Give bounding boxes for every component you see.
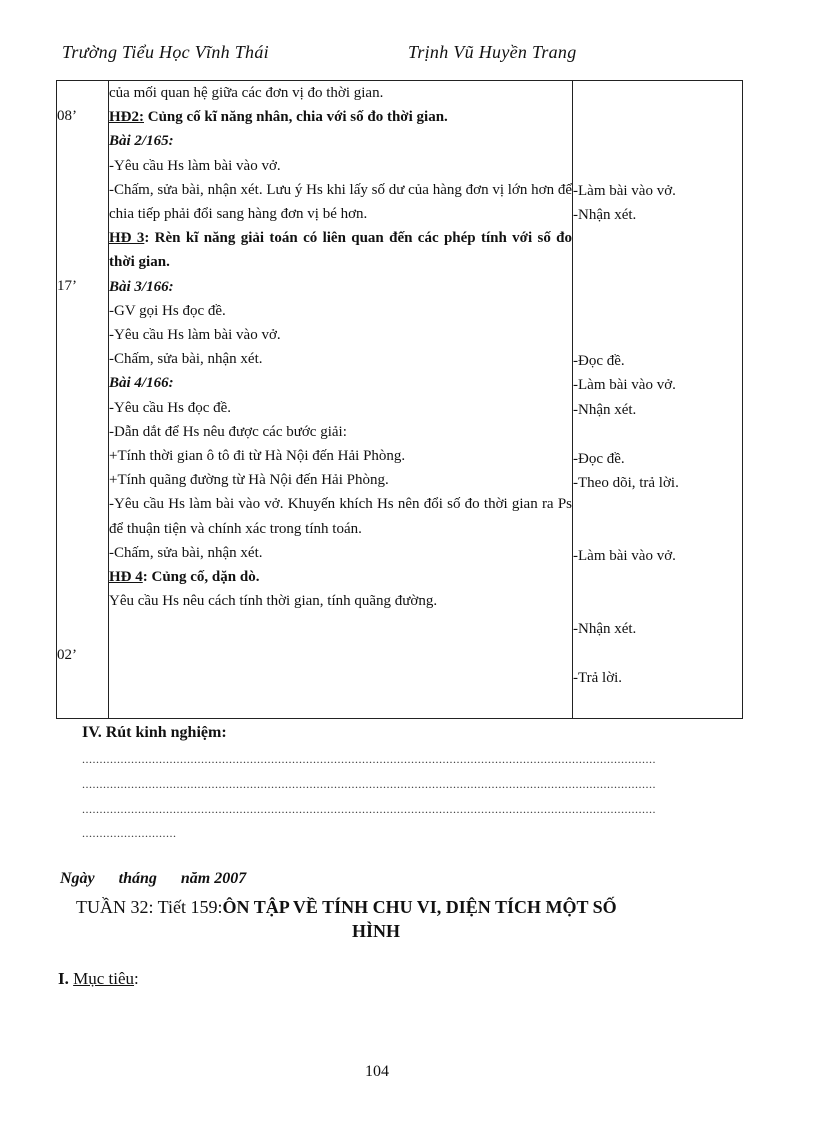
student-line: -Đọc đề. — [573, 451, 625, 467]
student-line: -Trả lời. — [573, 670, 623, 686]
exercise-title: Bài 4/166: — [109, 375, 174, 392]
text-line: -Yêu cầu Hs làm bài vào vở. — [109, 327, 281, 344]
page-number: 104 — [365, 1063, 389, 1080]
hd2-label: HĐ2: — [109, 109, 144, 126]
table-row — [57, 81, 743, 719]
student-line: -Làm bài vào vở. — [573, 377, 676, 393]
student-line: -Nhận xét. — [573, 207, 637, 223]
hd4-heading — [109, 565, 572, 589]
text-line: Yêu cầu Hs nêu cách tính thời gian, tính quãng đường. — [109, 593, 438, 610]
hd4-text: : Củng cố, dặn dò. — [142, 569, 260, 586]
hd3-label: HĐ 3 — [109, 230, 145, 247]
hd2-heading — [109, 105, 572, 129]
text-line: -Dẫn dắt để Hs nêu được các bước giải: — [109, 423, 347, 440]
student-line: -Làm bài vào vở. — [573, 548, 676, 564]
dotted-line: ........................... — [82, 826, 177, 840]
lesson-table — [56, 80, 743, 719]
text-line: +Tính quãng đường từ Hà Nội đến Hải Phòng. — [109, 472, 389, 489]
lesson-title-line2: HÌNH — [352, 921, 401, 941]
objective-label: Mục tiêu — [73, 969, 135, 988]
review-roman: IV. — [82, 724, 102, 741]
review-title: Rút kinh nghiệm: — [105, 724, 227, 741]
lesson-date — [60, 870, 266, 888]
date-month: tháng — [118, 870, 157, 887]
hd2-text: Củng cố kĩ năng nhân, chia với số đo thời gian. — [144, 109, 448, 126]
objective-heading — [58, 969, 139, 989]
text-line: của mối quan hệ giữa các đơn vị đo thời gian. — [109, 85, 384, 101]
objective-colon: : — [134, 969, 139, 988]
student-line: -Theo dõi, trả lời. — [573, 475, 679, 491]
text-line: -Chấm, sửa bài, nhận xét. Lưu ý Hs khi lấy số dư của hàng đơn vị lớn hơn để chia tiếp phải đổi sang hàng đơn vị bé hơn. — [109, 181, 572, 223]
time-column — [57, 81, 109, 719]
lesson-title: ÔN TẬP VỀ TÍNH CHU VI, DIỆN TÍCH MỘT SỐ — [222, 897, 617, 917]
text-line: -Yêu cầu Hs đọc đề. — [109, 399, 232, 416]
student-line: -Làm bài vào vở. — [573, 183, 676, 199]
text-line: -GV gọi Hs đọc đề. — [109, 302, 226, 319]
exercise-title: Bài 2/165: — [109, 133, 174, 150]
date-year: năm 2007 — [180, 870, 247, 887]
student-activities — [573, 81, 743, 719]
student-line: -Đọc đề. — [573, 353, 625, 369]
dotted-line: .................................................................................................................................................................... — [82, 777, 656, 791]
text-line: -Yêu cầu Hs làm bài vào vở. Khuyến khích Hs nên đổi số đo thời gian ra Ps để thuận tiện và chính xác trong tính toán. — [109, 496, 572, 537]
text-line: -Chấm, sửa bài, nhận xét. — [109, 544, 263, 561]
hd3-text: : Rèn kĩ năng giải toán có liên quan đến các phép tính với số đo thời gian. — [109, 230, 572, 271]
text-line: +Tính thời gian ô tô đi từ Hà Nội đến Hải Phòng. — [109, 448, 406, 465]
exercise-title: Bài 3/166: — [109, 278, 174, 295]
time-hd3: 17’ — [57, 278, 77, 294]
time-hd4: 02’ — [57, 647, 77, 663]
date-day: Ngày — [60, 870, 95, 887]
student-line: -Nhận xét. — [573, 402, 637, 418]
time-hd2: 08’ — [57, 108, 77, 124]
text-line: -Chấm, sửa bài, nhận xét. — [109, 351, 263, 368]
objective-roman: I. — [58, 969, 69, 988]
dotted-line: .................................................................................................................................................................... — [82, 802, 656, 816]
review-heading — [82, 724, 227, 742]
week-prefix: TUẦN 32: Tiết 159: — [76, 897, 223, 917]
student-line: -Nhận xét. — [573, 621, 637, 637]
hd3-heading — [109, 226, 572, 274]
lesson-title-line1 — [76, 897, 617, 918]
hd4-label: HĐ 4 — [109, 569, 143, 586]
header-teacher: Trịnh Vũ Huyền Trang — [408, 42, 577, 62]
teacher-activities — [109, 81, 573, 719]
dotted-line: .................................................................................................................................................................... — [82, 752, 656, 766]
header-school: Trường Tiểu Học Vĩnh Thái — [62, 42, 269, 62]
text-line: -Yêu cầu Hs làm bài vào vở. — [109, 157, 281, 174]
